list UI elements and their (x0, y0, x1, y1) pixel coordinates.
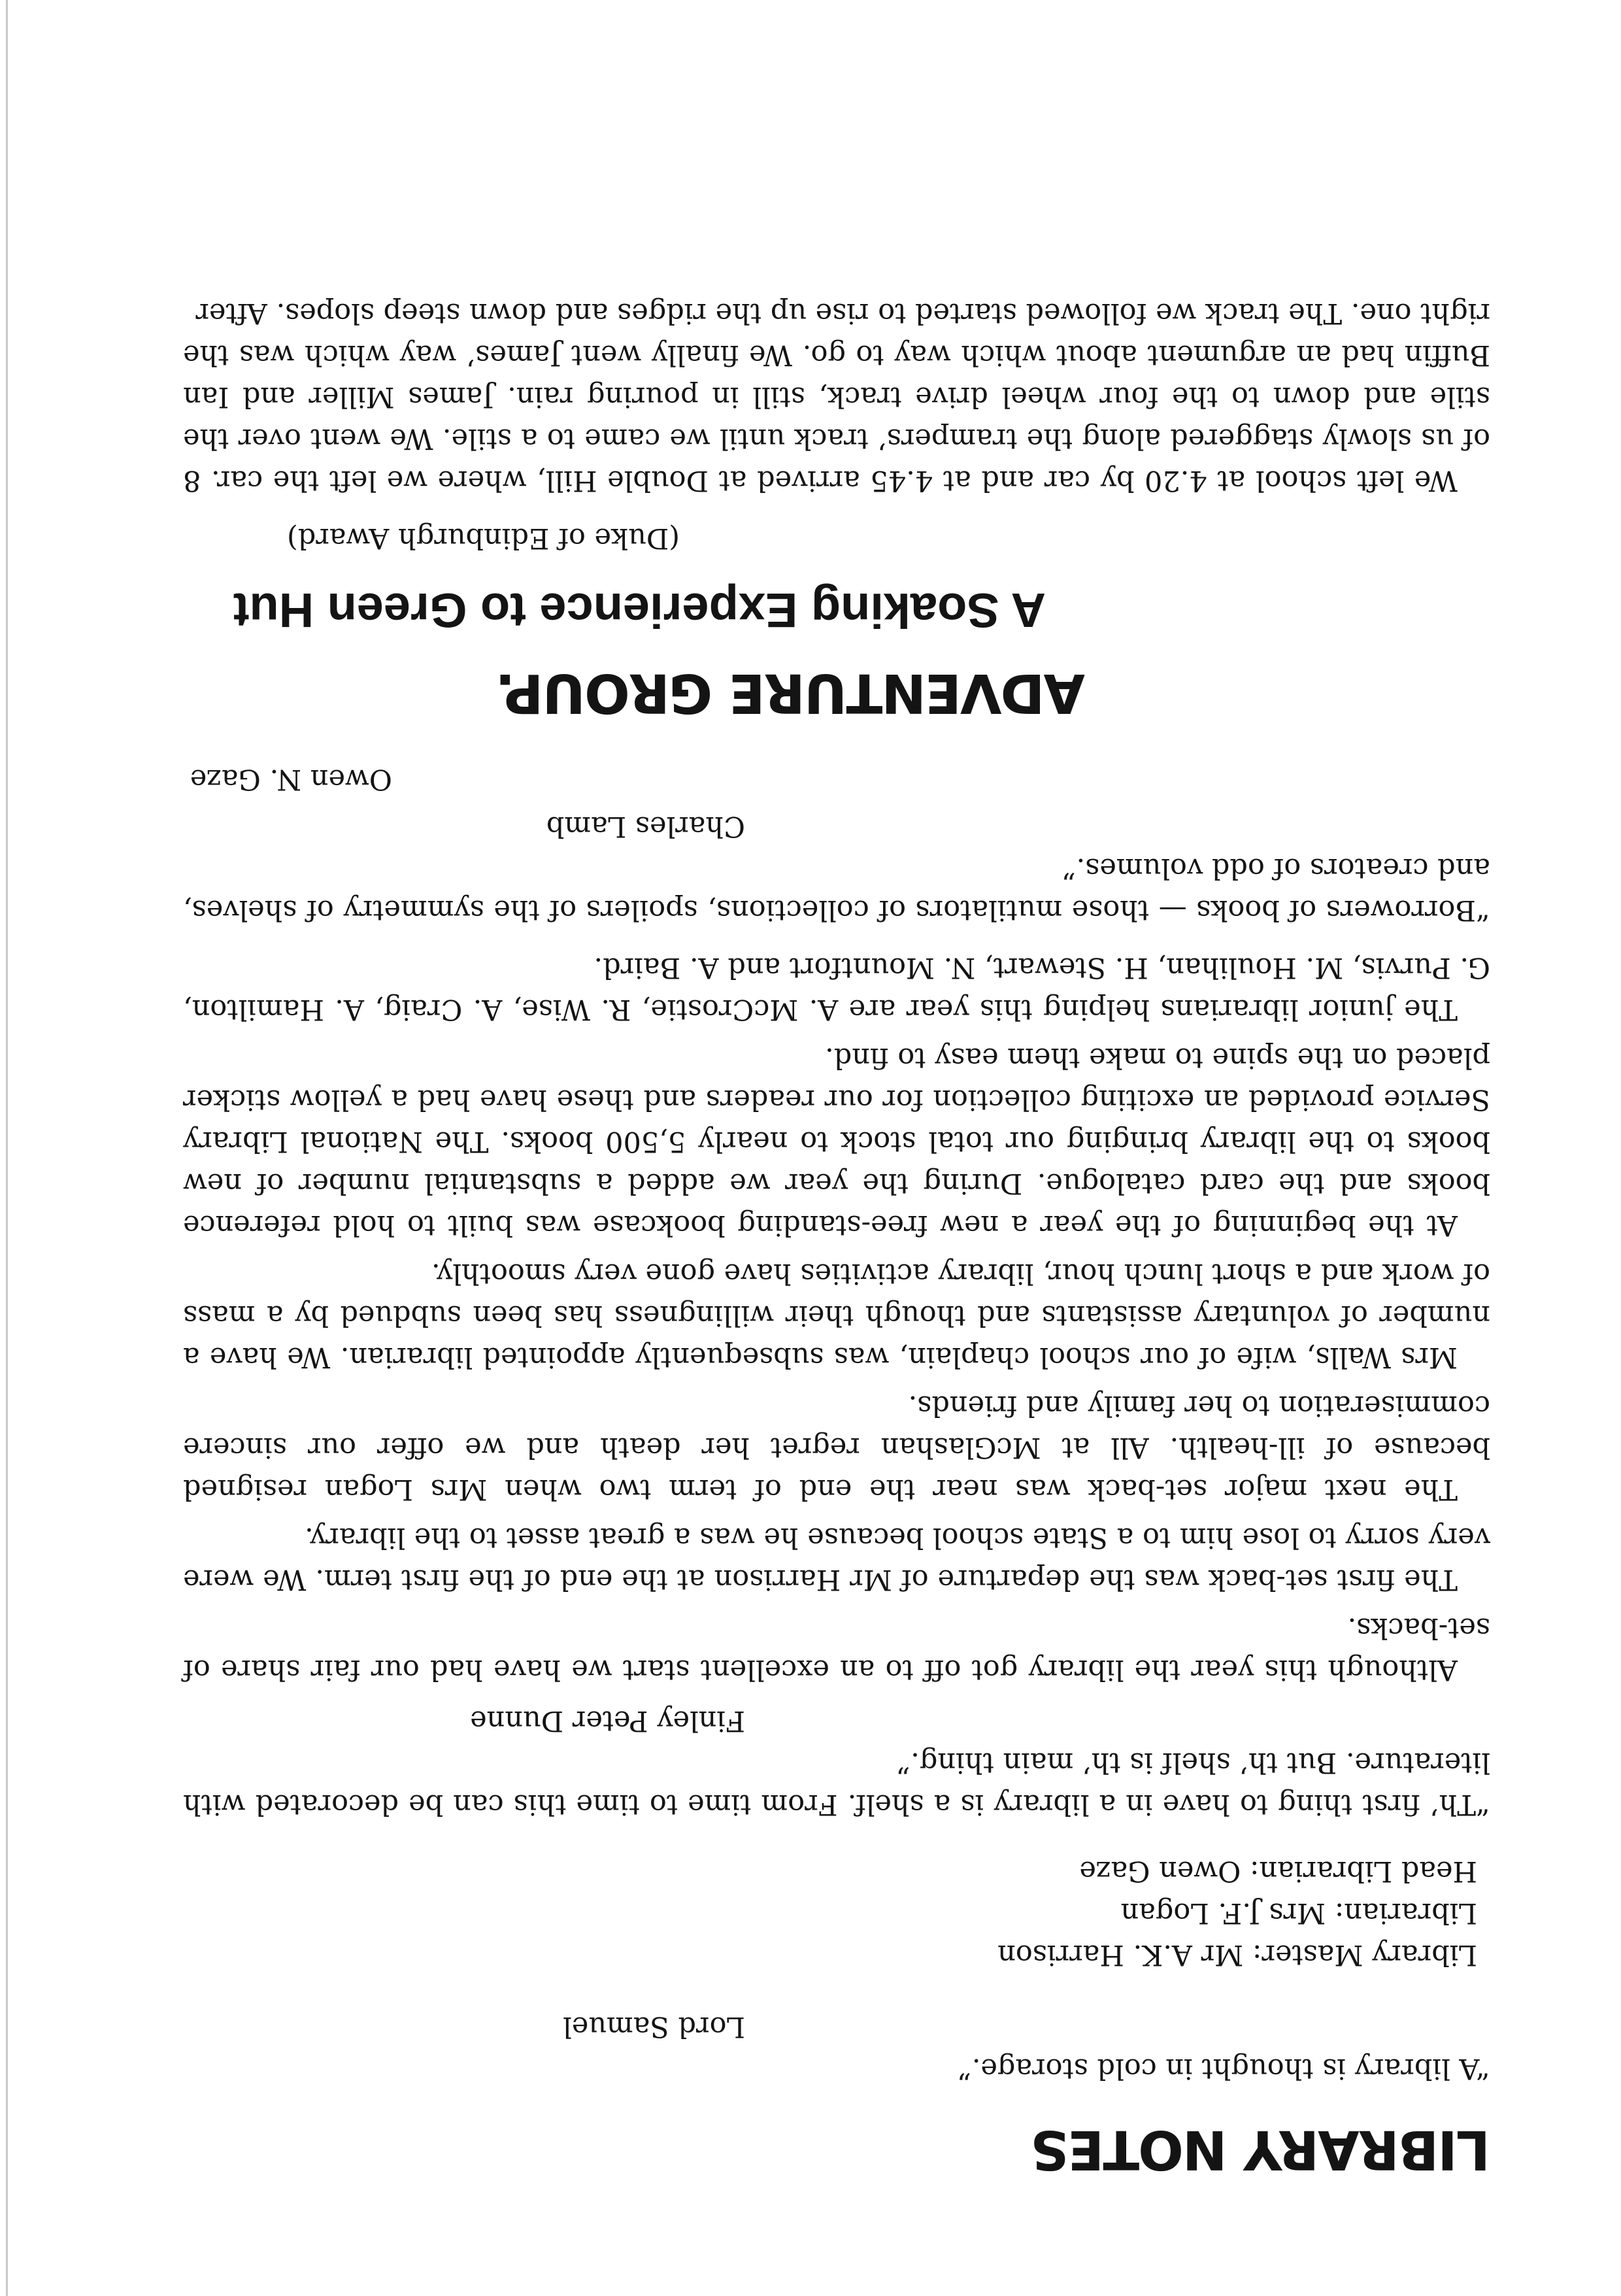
staff-library-master: Library Master: Mr A.K. Harrison (997, 1938, 1477, 1971)
paragraph-junior-librarians: The junior librarians helping this year are A. McCrostie, R. Wise, A. Craig, A. Hamilton, G. Purvis, M. Houlihan, H. Stewart, N. Mountfort and A. Baird. (183, 951, 1490, 1026)
library-notes-heading: LIBRARY NOTES (1031, 2118, 1490, 2180)
paragraph-harrison: The first set-back was the departure of Mr Harrison at the end of the first term. We were very sorry to lose him to a State school because he was a great asset to the library. (183, 1521, 1490, 1596)
library-signature: Owen N. Gaze (190, 762, 392, 796)
page-content (183, 292, 1490, 2178)
paragraph-setbacks: Although this year the library got off to an excellent start we have had our fair share of set-backs. (183, 1611, 1490, 1686)
paragraph-bookcase: At the beginning of the year a new free-standing bookcase was built to hold reference books and the card catalogue. During the year we added a substantial number of new books to the library bringing our total stock to nearly 5,500 books. The National Library Service provided an exciting collection for our readers and these have had a yellow sticker placed on the spine to make them easy to find. (183, 1041, 1490, 1241)
staff-head-librarian: Head Librarian: Owen Gaze (1079, 1854, 1477, 1887)
adventure-subheading: A Soaking Experience to Green Hut (233, 582, 1046, 637)
award-label: (Duke of Edinburgh Award) (286, 521, 680, 554)
scan-edge-line (6, 0, 8, 2296)
paragraph-walls: Mrs Walls, wife of our school chaplain, was subsequently appointed librarian. We have a number of voluntary assistants and though their willingness has been subdued by a mass of work and a short lunch hour, library activities have gone very smoothly. (183, 1257, 1490, 1374)
staff-list (183, 1850, 1490, 1976)
library-quote: “A library is thought in cold storage.” (957, 2051, 1490, 2085)
adventure-paragraph: We left school at 4.20 by car and at 4.45 arrived at Double Hill, where we left the car. 8 of us slowly staggered along the trampers’ track until we came to a stile. We went over the stile and down to the four wheel drive track, still in pouring rain. James Miller and Ian Buffin had an argument about which way to go. We finally went James’ way which was the right one. The track we followed started to rise up the ridges and down steep slopes. After (183, 296, 1490, 497)
dunne-quote: “Th’ first thing to have in a library is a shelf. From time to time this can be decorated with literature. But th’ shelf is th’ main thing.” (183, 1746, 1490, 1821)
library-quote-author: Lord Samuel (563, 2010, 745, 2043)
adventure-group-heading: ADVENTURE GROUP. (496, 661, 1085, 724)
staff-librarian: Librarian: Mrs J.F. Logan (1120, 1896, 1477, 1929)
lamb-quote-author: Charles Lamb (546, 809, 745, 843)
dunne-quote-author: Finley Peter Dunne (470, 1704, 745, 1737)
paragraph-logan: The next major set-back was near the end of term two when Mrs Logan resigned because of ill-health. All at McGlashan regret her death and we offer our sincere commiseration to her family and friends. (183, 1389, 1490, 1506)
lamb-quote: “Borrowers of books — those mutilators of collections, spoilers of the symmetry of shelves, and creators of odd volumes.” (183, 851, 1490, 926)
